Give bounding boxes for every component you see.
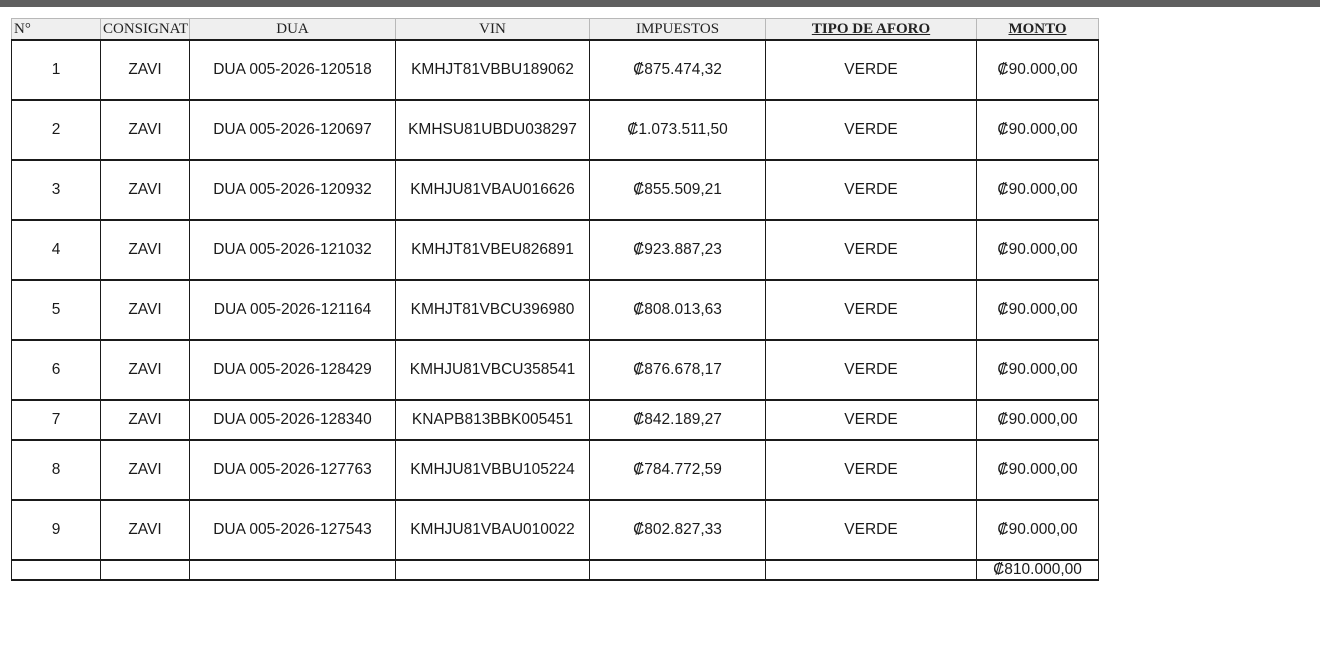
header-tipo-aforo: TIPO DE AFORO [766,19,977,41]
cell-dua: DUA 005-2026-120697 [190,100,396,160]
cell-impuestos: ₡802.827,33 [590,500,766,560]
header-row [12,19,1099,41]
total-empty-cell [12,560,101,580]
cell-monto: ₡90.000,00 [977,340,1099,400]
cell-vin: KMHJU81VBCU358541 [396,340,590,400]
cell-vin: KMHJT81VBCU396980 [396,280,590,340]
cell-n: 1 [12,40,101,100]
cell-monto: ₡90.000,00 [977,40,1099,100]
cell-impuestos: ₡784.772,59 [590,440,766,500]
cell-consignatario: ZAVI [101,400,190,440]
total-empty-cell [590,560,766,580]
table-row [12,100,1099,160]
total-empty-cell [101,560,190,580]
dua-table [11,18,1099,581]
cell-vin: KMHSU81UBDU038297 [396,100,590,160]
cell-tipo-aforo: VERDE [766,500,977,560]
cell-tipo-aforo: VERDE [766,100,977,160]
header-n: N° [12,19,101,41]
total-monto: ₡810.000,00 [977,560,1099,580]
cell-tipo-aforo: VERDE [766,340,977,400]
cell-vin: KMHJU81VBBU105224 [396,440,590,500]
table-row [12,220,1099,280]
cell-vin: KMHJU81VBAU010022 [396,500,590,560]
cell-n: 7 [12,400,101,440]
cell-monto: ₡90.000,00 [977,220,1099,280]
cell-impuestos: ₡876.678,17 [590,340,766,400]
table-row [12,40,1099,100]
table-row [12,340,1099,400]
header-consignatario: CONSIGNAT [101,19,190,41]
cell-impuestos: ₡1.073.511,50 [590,100,766,160]
table-row [12,500,1099,560]
cell-n: 3 [12,160,101,220]
cell-tipo-aforo: VERDE [766,400,977,440]
cell-dua: DUA 005-2026-121032 [190,220,396,280]
cell-impuestos: ₡855.509,21 [590,160,766,220]
cell-tipo-aforo: VERDE [766,220,977,280]
cell-monto: ₡90.000,00 [977,160,1099,220]
cell-monto: ₡90.000,00 [977,440,1099,500]
cell-consignatario: ZAVI [101,280,190,340]
cell-dua: DUA 005-2026-128340 [190,400,396,440]
cell-impuestos: ₡808.013,63 [590,280,766,340]
header-impuestos: IMPUESTOS [590,19,766,41]
cell-consignatario: ZAVI [101,40,190,100]
cell-consignatario: ZAVI [101,340,190,400]
cell-monto: ₡90.000,00 [977,500,1099,560]
total-row [12,560,1099,580]
cell-consignatario: ZAVI [101,100,190,160]
cell-n: 9 [12,500,101,560]
cell-consignatario: ZAVI [101,440,190,500]
cell-tipo-aforo: VERDE [766,440,977,500]
cell-n: 6 [12,340,101,400]
table-row [12,280,1099,340]
table-row [12,440,1099,500]
cell-n: 4 [12,220,101,280]
cell-n: 2 [12,100,101,160]
table-row [12,400,1099,440]
cell-monto: ₡90.000,00 [977,100,1099,160]
cell-tipo-aforo: VERDE [766,40,977,100]
cell-dua: DUA 005-2026-127543 [190,500,396,560]
cell-n: 8 [12,440,101,500]
header-dua: DUA [190,19,396,41]
cell-dua: DUA 005-2026-120518 [190,40,396,100]
cell-vin: KNAPB813BBK005451 [396,400,590,440]
cell-impuestos: ₡842.189,27 [590,400,766,440]
cell-consignatario: ZAVI [101,160,190,220]
cell-vin: KMHJT81VBBU189062 [396,40,590,100]
cell-tipo-aforo: VERDE [766,280,977,340]
cell-impuestos: ₡875.474,32 [590,40,766,100]
cell-n: 5 [12,280,101,340]
cell-monto: ₡90.000,00 [977,280,1099,340]
cell-consignatario: ZAVI [101,500,190,560]
cell-dua: DUA 005-2026-128429 [190,340,396,400]
cell-dua: DUA 005-2026-127763 [190,440,396,500]
window-top-bar [0,0,1320,7]
cell-dua: DUA 005-2026-120932 [190,160,396,220]
cell-vin: KMHJU81VBAU016626 [396,160,590,220]
cell-impuestos: ₡923.887,23 [590,220,766,280]
total-empty-cell [766,560,977,580]
cell-tipo-aforo: VERDE [766,160,977,220]
cell-vin: KMHJT81VBEU826891 [396,220,590,280]
cell-consignatario: ZAVI [101,220,190,280]
total-empty-cell [396,560,590,580]
header-monto: MONTO [977,19,1099,41]
header-vin: VIN [396,19,590,41]
total-empty-cell [190,560,396,580]
cell-monto: ₡90.000,00 [977,400,1099,440]
cell-dua: DUA 005-2026-121164 [190,280,396,340]
table-row [12,160,1099,220]
